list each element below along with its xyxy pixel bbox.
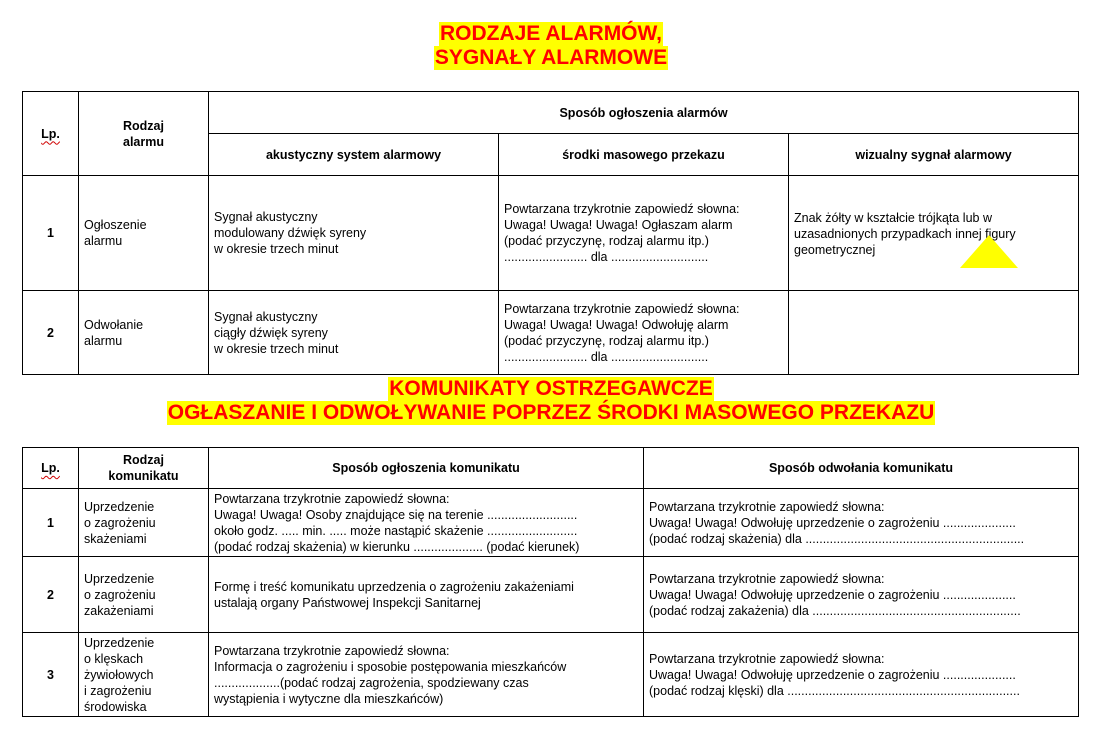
message-type-cell: Uprzedzenie o zagrożeniu zakażeniami: [79, 557, 209, 633]
table-header-row: [23, 92, 1079, 134]
section1-title: [0, 22, 1102, 70]
header-lp: Lp.: [23, 92, 79, 176]
visual-description: Znak żółty w kształcie trójkąta lub w uzasadnionych przypadkach innej figury geometrycznej: [794, 211, 1016, 257]
section1-title-line2: SYGNAŁY ALARMOWE: [434, 46, 668, 69]
section2-title: [0, 377, 1102, 425]
header-alarm-type: Rodzaj alarmu: [79, 92, 209, 176]
table-row: [23, 489, 1079, 557]
section2-title-line1: KOMUNIKATY OSTRZEGAWCZE: [389, 377, 713, 400]
acoustic-cell: Sygnał akustyczny ciągły dźwięk syreny w okresie trzech minut: [209, 291, 499, 375]
header-cancel-method: Sposób odwołania komunikatu: [644, 448, 1079, 489]
alarm-type-cell: Odwołanie alarmu: [79, 291, 209, 375]
announce-cell: Powtarzana trzykrotnie zapowiedź słowna: Uwaga! Uwaga! Osoby znajdujące się na terenie .......................... około godz. ..... min. ..... może nastąpić skażenie .......................... (podać rodzaj skażenia) w kierunku .................... (podać kierunek): [209, 489, 644, 557]
media-cell: Powtarzana trzykrotnie zapowiedź słowna: Uwaga! Uwaga! Uwaga! Ogłaszam alarm (podać przyczynę, rodzaj alarmu itp.) ........................ dla ............................: [499, 176, 789, 291]
row-number: 1: [23, 176, 79, 291]
row-number: 2: [23, 291, 79, 375]
header-alarm-method: Sposób ogłoszenia alarmów: [209, 92, 1079, 134]
alarm-type-cell: Ogłoszenie alarmu: [79, 176, 209, 291]
visual-cell: [789, 176, 1079, 291]
table-header-row: [23, 448, 1079, 489]
row-number: 1: [23, 489, 79, 557]
row-number: 3: [23, 633, 79, 717]
section1-title-line1: RODZAJE ALARMÓW,: [439, 22, 663, 45]
cancel-cell: Powtarzana trzykrotnie zapowiedź słowna: Uwaga! Uwaga! Odwołuję uprzedzenie o zagrożeniu ..................... (podać rodzaj klęski) dla ...................................................................: [644, 633, 1079, 717]
alarm-types-table: [22, 91, 1079, 375]
table-row: [23, 557, 1079, 633]
section2-title-line2: OGŁASZANIE I ODWOŁYWANIE POPRZEZ ŚRODKI MASOWEGO PRZEKAZU: [167, 401, 935, 424]
header-media: środki masowego przekazu: [499, 134, 789, 176]
row-number: 2: [23, 557, 79, 633]
header-announce-method: Sposób ogłoszenia komunikatu: [209, 448, 644, 489]
table-row: [23, 291, 1079, 375]
announce-cell: Formę i treść komunikatu uprzedzenia o zagrożeniu zakażeniami ustalają organy Państwowej Inspekcji Sanitarnej: [209, 557, 644, 633]
warning-messages-table: [22, 447, 1079, 717]
cancel-cell: Powtarzana trzykrotnie zapowiedź słowna: Uwaga! Uwaga! Odwołuję uprzedzenie o zagrożeniu ..................... (podać rodzaj zakażenia) dla ............................................................: [644, 557, 1079, 633]
table-row: [23, 176, 1079, 291]
yellow-triangle-icon: [960, 235, 1018, 268]
acoustic-cell: Sygnał akustyczny modulowany dźwięk syreny w okresie trzech minut: [209, 176, 499, 291]
media-cell: Powtarzana trzykrotnie zapowiedź słowna: Uwaga! Uwaga! Uwaga! Odwołuję alarm (podać przyczynę, rodzaj alarmu itp.) ........................ dla ............................: [499, 291, 789, 375]
cancel-cell: Powtarzana trzykrotnie zapowiedź słowna: Uwaga! Uwaga! Odwołuję uprzedzenie o zagrożeniu ..................... (podać rodzaj skażenia) dla ...............................................................: [644, 489, 1079, 557]
message-type-cell: Uprzedzenie o zagrożeniu skażeniami: [79, 489, 209, 557]
announce-cell: Powtarzana trzykrotnie zapowiedź słowna: Informacja o zagrożeniu i sposobie postępowania mieszkańców ...................(podać rodzaj zagrożenia, spodziewany czas wystąpienia i wytyczne dla mieszkańców): [209, 633, 644, 717]
table-row: [23, 633, 1079, 717]
visual-cell: [789, 291, 1079, 375]
header-lp: Lp.: [23, 448, 79, 489]
header-visual: wizualny sygnał alarmowy: [789, 134, 1079, 176]
message-type-cell: Uprzedzenie o klęskach żywiołowych i zagrożeniu środowiska: [79, 633, 209, 717]
header-message-type: Rodzaj komunikatu: [79, 448, 209, 489]
header-acoustic: akustyczny system alarmowy: [209, 134, 499, 176]
